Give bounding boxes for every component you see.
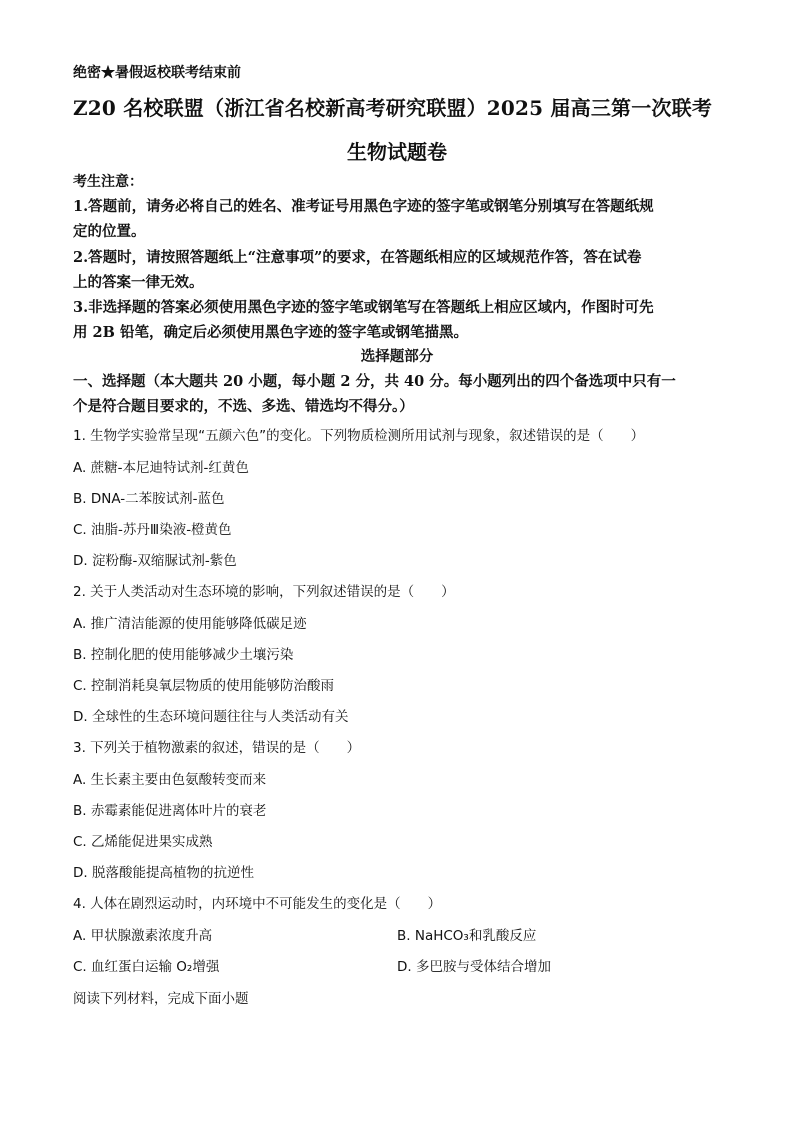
option-c: C. 血红蛋白运输 O₂增强 [73,959,220,975]
notice-line: 上的答案一律无效。 [73,274,204,291]
question-stem: 2. 关于人类活动对生态环境的影响，下列叙述错误的是（ ） [73,584,455,600]
option-d: D. 多巴胺与受体结合增加 [397,959,551,975]
option-d: D. 淀粉酶-双缩脲试剂-紫色 [73,553,237,569]
option-b: B. DNA-二苯胺试剂-蓝色 [73,491,225,507]
notice-line: 1.答题前，请务必将自己的姓名、准考证号用黑色字迹的签字笔或钢笔分别填写在答题纸规 [73,198,654,215]
section-intro: 个是符合题目要求的，不选、多选、错选均不得分。） [73,398,414,415]
option-c: C. 油脂-苏丹Ⅲ染液-橙黄色 [73,522,232,538]
option-d: D. 全球性的生态环境问题往往与人类活动有关 [73,709,349,725]
question-stem: 4. 人体在剧烈运动时，内环境中不可能发生的变化是（ ） [73,896,442,912]
section-title: 选择题部分 [360,348,434,365]
option-a: A. 蔗糖-本尼迪特试剂-红黄色 [73,460,249,476]
confidential-label: 绝密★暑假返校联考结束前 [73,65,241,81]
notice-line: 2.答题时，请按照答题纸上“注意事项”的要求，在答题纸相应的区域规范作答，答在试卷 [73,249,642,266]
option-c: C. 控制消耗臭氧层物质的使用能够防治酸雨 [73,678,335,694]
question-stem: 3. 下列关于植物激素的叙述，错误的是（ ） [73,740,361,756]
section-intro: 一、选择题（本大题共 20 小题，每小题 2 分，共 40 分。每小题列出的四个备选项中只有一 [73,373,676,390]
option-b: B. 控制化肥的使用能够减少土壤污染 [73,647,294,663]
option-c: C. 乙烯能促进果实成熟 [73,834,213,850]
notice-line: 用 2B 铅笔，确定后必须使用黑色字迹的签字笔或钢笔描黑。 [73,324,468,341]
option-a: A. 生长素主要由色氨酸转变而来 [73,772,267,788]
notice-line: 定的位置。 [73,223,146,240]
option-d: D. 脱落酸能提高植物的抗逆性 [73,865,254,881]
notice-line: 3.非选择题的答案必须使用黑色字迹的签字笔或钢笔写在答题纸上相应区域内，作图时可先 [73,299,654,316]
exam-subtitle: 生物试题卷 [347,140,447,164]
option-b: B. 赤霉素能促进离体叶片的衰老 [73,803,267,819]
notice-heading: 考生注意： [73,174,143,190]
question-stem: 1. 生物学实验常呈现“五颜六色”的变化。下列物质检测所用试剂与现象，叙述错误的是（ ） [73,428,645,444]
option-a: A. 推广清洁能源的使用能够降低碳足迹 [73,616,307,632]
exam-title: Z20 名校联盟（浙江省名校新高考研究联盟）2025 届高三第一次联考 [73,96,713,120]
reading-instruction: 阅读下列材料，完成下面小题 [73,991,249,1007]
option-b: B. NaHCO₃和乳酸反应 [397,928,537,944]
option-a: A. 甲状腺激素浓度升高 [73,928,213,944]
